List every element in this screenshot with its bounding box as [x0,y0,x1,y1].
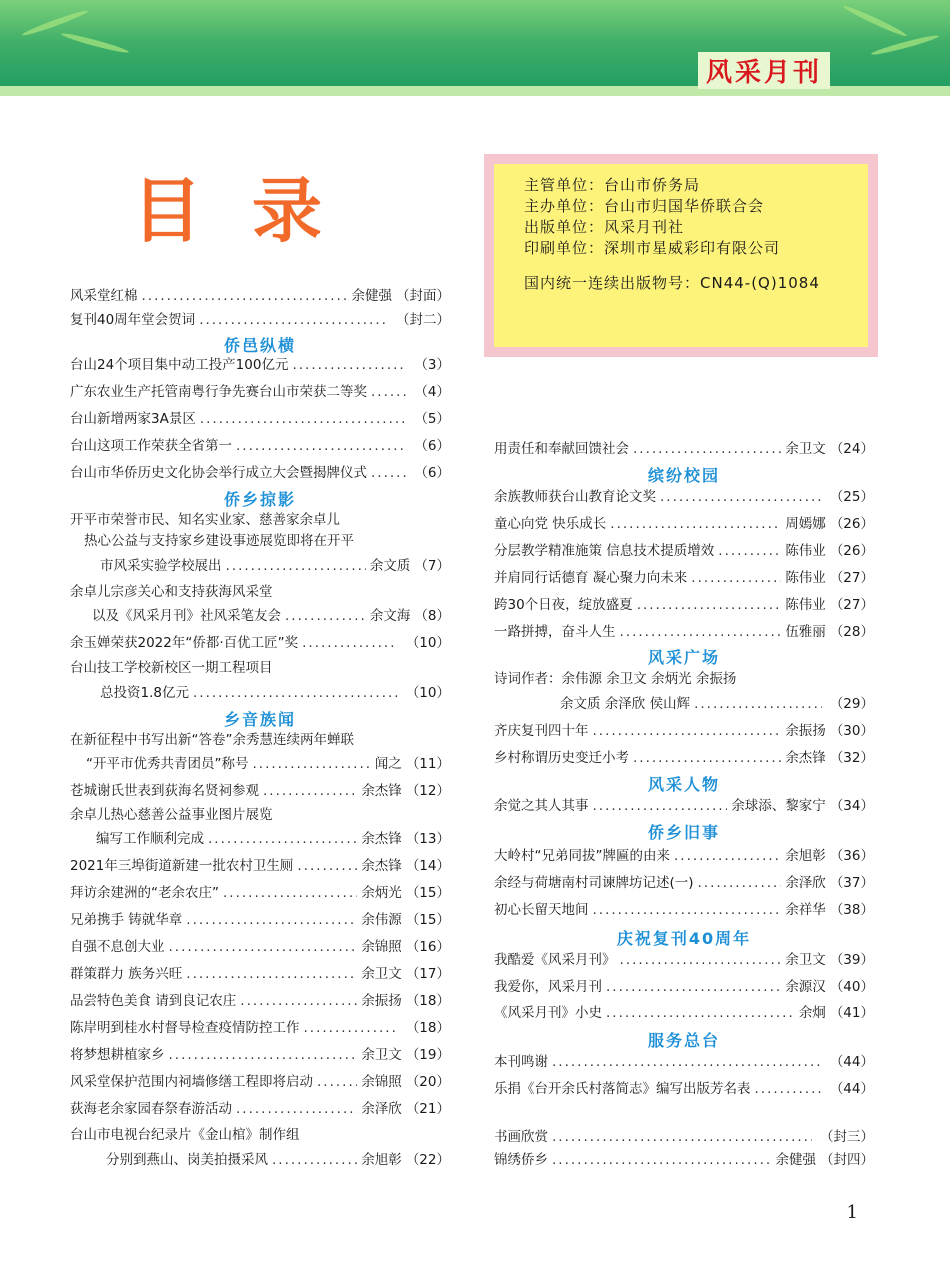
leader-dots [694,695,822,713]
entry-title: 品尝特色美食 请到良记农庄 [70,993,237,1009]
entry-title: 用责任和奉献回馈社会 [494,441,629,457]
toc-entry[interactable] [70,1019,450,1037]
entry-title: 分别到燕山、岗美拍摄采风 [106,1152,268,1168]
entry-author: 周嫣娜 [785,516,826,532]
entry-line: 诗词作者：余伟源 余卫文 余炳光 余振扬 [494,671,737,687]
leader-dots [718,542,781,560]
entry-page: （封面） [396,288,450,304]
leader-dots [302,634,398,652]
entry-title: 余文质 余泽欣 侯山辉 [560,696,691,712]
entry-title: 分层教学精准施策 信息技术提质增效 [494,543,715,559]
entry-page: （17） [405,966,450,982]
entry-line: 余卓儿热心慈善公益事业图片展览 [70,807,273,823]
entry-page: （39） [829,952,874,968]
toc-entry[interactable] [494,596,874,614]
bamboo-leaf-decoration [60,31,129,55]
toc-entry[interactable] [494,797,874,815]
leader-dots [292,356,406,374]
section-heading: 侨乡旧事 [647,823,720,842]
publisher-info-inner [494,164,868,347]
leader-dots [637,596,782,614]
entry-page: （14） [405,858,450,874]
leader-dots [272,1151,357,1169]
leader-dots [285,607,366,625]
entry-page: （21） [405,1101,450,1117]
entry-author: 余卫文 [361,966,402,982]
entry-page: （19） [405,1047,450,1063]
toc-entry[interactable] [70,1100,450,1118]
entry-title: 余觉之其人其事 [494,798,589,814]
leader-dots [199,311,388,329]
toc-entry[interactable] [494,874,874,892]
entry-title: 风采堂保护范围内祠墙修缮工程即将启动 [70,1074,313,1090]
entry-page: （27） [829,597,874,613]
entry-title: 编写工作顺利完成 [96,831,204,847]
toc-entry[interactable] [70,383,450,401]
entry-page: （32） [829,750,874,766]
toc-entry[interactable] [70,311,450,329]
leader-dots [552,1053,822,1071]
toc-entry[interactable] [106,1151,450,1169]
entry-page: （6） [414,465,450,481]
entry-title: 复刊40周年堂会贺词 [70,312,196,328]
magazine-title: 风采月刊 [698,52,830,89]
entry-page: （26） [829,516,874,532]
toc-entry[interactable] [70,857,450,875]
entry-page: （29） [829,696,874,712]
entry-author: 陈伟业 [785,543,826,559]
toc-entry[interactable] [494,847,874,865]
section-heading: 服务总台 [647,1031,720,1050]
entry-page: （37） [829,875,874,891]
bamboo-leaf-decoration [870,33,939,57]
entry-author: 余文海 [369,608,411,624]
toc-entry[interactable] [494,1053,874,1071]
leader-dots [142,287,348,305]
entry-page: （10） [405,685,450,701]
entry-title: 荻海老余家园春祭春游活动 [70,1101,232,1117]
leader-dots [169,1046,358,1064]
entry-title: 总投资1.8亿元 [100,685,189,701]
toc-entry[interactable] [494,1151,874,1169]
entry-author: 余伟源 [361,912,402,928]
toc-entry[interactable] [100,684,450,702]
section-heading: 侨乡掠影 [223,490,296,509]
entry-title: 台山这项工作荣获全省第一 [70,438,232,454]
leader-dots [698,874,782,892]
leader-dots [755,1080,822,1098]
entry-title: 陈岸明到桂水村督导检查疫情防控工作 [70,1020,300,1036]
toc-entry[interactable] [494,1128,874,1146]
toc-entry[interactable] [494,749,874,767]
entry-author: 余炳光 [361,885,402,901]
toc-entry[interactable] [494,569,874,587]
entry-page: （封三） [820,1129,874,1145]
entry-title: 童心向党 快乐成长 [494,516,607,532]
entry-page: （10） [405,635,450,651]
entry-title: 一路拼搏，奋斗人生 [494,624,616,640]
toc-entry[interactable] [70,356,450,374]
entry-page: （24） [829,441,874,457]
info-line-printer: 印刷单位：深圳市星威彩印有限公司 [524,239,781,257]
entry-page: （13） [405,831,450,847]
entry-author: 余旭彰 [361,1152,402,1168]
section-heading: 乡音族闻 [223,710,296,729]
leader-dots [633,440,781,458]
entry-page: （封四） [820,1152,874,1168]
entry-author: 余泽欣 [361,1101,402,1117]
entry-title: 我酷爱《风采月刊》 [494,952,616,968]
entry-title: 苍城谢氏世表到荻海名贤祠参观 [70,783,259,799]
entry-line: 台山技工学校新校区一期工程项目 [70,660,273,676]
leader-dots [610,515,781,533]
entry-title: 本刊鸣谢 [494,1054,548,1070]
entry-author: 余健强 [351,288,392,304]
entry-page: （44） [829,1081,874,1097]
toc-entry[interactable] [92,607,450,625]
entry-page: （8） [414,608,450,624]
toc-entry[interactable] [100,557,450,575]
entry-page: （16） [405,939,450,955]
entry-page: （22） [405,1152,450,1168]
section-heading: 风采人物 [647,775,720,794]
entry-title: 初心长留天地间 [494,902,589,918]
entry-author: 余泽欣 [785,875,826,891]
info-line-sponsor: 主办单位：台山市归国华侨联合会 [524,197,765,215]
leader-dots [193,684,398,702]
toc-entry[interactable] [70,437,450,455]
toc-entry[interactable] [494,901,874,919]
entry-page: （3） [414,357,450,373]
leader-dots [371,383,406,401]
entry-title: 余经与荷塘南村司谏牌坊记述(一) [494,875,694,891]
entry-line: 在新征程中书写出新“答卷”余秀慧连续两年蝉联 [70,732,354,748]
entry-page: （4） [414,384,450,400]
entry-title: 余族教师获台山教育论文奖 [494,489,656,505]
entry-title: 我爱你，风采月刊 [494,979,602,995]
leader-dots [691,569,781,587]
entry-title: 兄弟携手 铸就华章 [70,912,183,928]
entry-title: 大岭村“兄弟同拔”牌匾的由来 [494,848,670,864]
leader-dots [606,978,781,996]
bamboo-leaf-decoration [21,8,89,38]
toc-entry[interactable] [494,542,874,560]
entry-author: 余卫文 [785,441,826,457]
toc-entry[interactable] [494,978,874,996]
entry-title: 台山市华侨历史文化协会举行成立大会暨揭牌仪式 [70,465,367,481]
entry-page: （41） [829,1005,874,1021]
leader-dots [263,782,357,800]
toc-entry[interactable] [70,782,450,800]
entry-title: 跨30个日夜，绽放盛夏 [494,597,633,613]
entry-line: 开平市荣誉市民、知名实业家、慈善家余卓儿 [70,512,340,528]
toc-entry[interactable] [70,464,450,482]
entry-page: （25） [829,489,874,505]
entry-line: 余卓儿宗彦关心和支持荻海风采堂 [70,584,273,600]
leader-dots [186,965,357,983]
toc-entry[interactable] [70,1046,450,1064]
leader-dots [200,410,407,428]
leader-dots [186,911,357,929]
toc-entry[interactable] [494,515,874,533]
entry-page: （18） [405,1020,450,1036]
entry-page: （15） [405,885,450,901]
leader-dots [223,884,357,902]
entry-author: 余杰锋 [361,858,402,874]
toc-entry[interactable] [70,410,450,428]
entry-author: 余炯 [798,1005,826,1021]
leader-dots [620,951,782,969]
entry-author: 余杰锋 [361,831,402,847]
page-number: 1 [846,1202,858,1223]
entry-author: 陈伟业 [785,570,826,586]
entry-page: （30） [829,723,874,739]
leader-dots [674,847,781,865]
entry-title: 余玉婵荣获2022年“侨都·百优工匠”奖 [70,635,299,651]
entry-title: 以及《风采月刊》社风采笔友会 [92,608,281,624]
entry-title: 台山24个项目集中动工投产100亿元 [70,357,289,373]
leader-dots [552,1128,812,1146]
toc-entry[interactable] [70,992,450,1010]
entry-author: 余文质 [369,558,411,574]
entry-page: （34） [829,798,874,814]
entry-title: 市风采实验学校展出 [100,558,222,574]
entry-title: 锦绣侨乡 [494,1152,548,1168]
toc-entry[interactable] [494,488,874,506]
entry-author: 伍雅丽 [785,624,826,640]
toc-entry[interactable] [560,695,874,713]
entry-author: 余杰锋 [785,750,826,766]
entry-page: （18） [405,993,450,1009]
section-heading: 缤纷校园 [647,466,720,485]
toc-entry[interactable] [494,1004,874,1022]
entry-author: 余源汉 [785,979,826,995]
leader-dots [633,749,781,767]
toc-entry[interactable] [70,884,450,902]
info-line-supervisor: 主管单位：台山市侨务局 [524,176,701,194]
entry-page: （15） [405,912,450,928]
entry-line: 热心公益与支持家乡建设事迹展览即将在开平 [84,533,354,549]
entry-title: 风采堂红棉 [70,288,138,304]
entry-title: 乐捐《台开余氏村落简志》编写出版芳名表 [494,1081,751,1097]
entry-title: 乡村称谓历史变迁小考 [494,750,629,766]
leader-dots [606,1004,795,1022]
entry-page: （11） [405,756,450,772]
toc-entry[interactable] [494,623,874,641]
entry-title: 书画欣赏 [494,1129,548,1145]
entry-author: 余旭彰 [785,848,826,864]
entry-author: 陈伟业 [785,597,826,613]
entry-author: 余锦照 [361,1074,402,1090]
toc-entry[interactable] [494,440,874,458]
entry-title: 《风采月刊》小史 [494,1005,602,1021]
entry-title: 广东农业生产托管南粤行争先赛台山市荣获二等奖 [70,384,367,400]
page-title: 目录 [132,170,372,252]
entry-author: 余卫文 [785,952,826,968]
toc-entry[interactable] [86,755,450,773]
leader-dots [240,992,357,1010]
leader-dots [552,1151,772,1169]
entry-page: （5） [414,411,450,427]
toc-entry[interactable] [70,911,450,929]
entry-title: 将梦想耕植家乡 [70,1047,165,1063]
entry-author: 余卫文 [361,1047,402,1063]
info-line-publisher: 出版单位：风采月刊社 [524,218,685,236]
toc-entry[interactable] [494,951,874,969]
entry-author: 闻之 [374,756,402,772]
leader-dots [593,901,782,919]
entry-title: 群策群力 族务兴旺 [70,966,183,982]
entry-page: （26） [829,543,874,559]
entry-title: 拜访余建洲的“老余农庄” [70,885,219,901]
leader-dots [226,557,366,575]
leader-dots [620,623,782,641]
section-heading: 侨邑纵横 [223,336,296,355]
leader-dots [317,1073,357,1091]
leader-dots [660,488,822,506]
entry-title: 齐庆复刊四十年 [494,723,589,739]
entry-page: （28） [829,624,874,640]
entry-page: （27） [829,570,874,586]
toc-entry[interactable] [70,938,450,956]
toc-entry[interactable] [494,1080,874,1098]
leader-dots [593,722,782,740]
info-line-serial: 国内统一连续出版物号：CN44-(Q)1084 [524,274,820,292]
entry-page: （7） [414,558,450,574]
entry-author: 余振扬 [785,723,826,739]
entry-title: “开平市优秀共青团员”称号 [86,756,249,772]
leader-dots [208,830,357,848]
entry-page: （38） [829,902,874,918]
entry-author: 余祥华 [785,902,826,918]
bamboo-leaf-decoration [842,3,908,38]
leader-dots [297,857,357,875]
entry-author: 余健强 [775,1152,816,1168]
leader-dots [253,755,371,773]
entry-page: （12） [405,783,450,799]
entry-page: （20） [405,1074,450,1090]
entry-page: （40） [829,979,874,995]
entry-title: 并肩同行话德育 凝心聚力向未来 [494,570,688,586]
entry-line: 台山市电视台纪录片《金山棺》制作组 [70,1127,300,1143]
entry-title: 2021年三埠街道新建一批农村卫生厕 [70,858,294,874]
section-heading: 风采广场 [647,648,720,667]
toc-entry[interactable] [70,965,450,983]
entry-author: 余杰锋 [361,783,402,799]
leader-dots [371,464,406,482]
entry-author: 余球添、黎家宁 [731,798,826,814]
toc-entry[interactable] [494,722,874,740]
toc-entry[interactable] [96,830,450,848]
entry-page: （封二） [396,312,450,328]
leader-dots [593,797,728,815]
entry-page: （44） [829,1054,874,1070]
publisher-info-box [484,154,878,357]
entry-author: 余锦照 [361,939,402,955]
leader-dots [236,1100,357,1118]
section-heading: 庆祝复刊40周年 [616,929,752,948]
toc-entry[interactable] [70,287,450,305]
toc-entry[interactable] [70,1073,450,1091]
leader-dots [169,938,358,956]
entry-title: 台山新增两家3A景区 [70,411,196,427]
entry-page: （36） [829,848,874,864]
entry-title: 自强不息创大业 [70,939,165,955]
entry-page: （6） [414,438,450,454]
leader-dots [304,1019,398,1037]
toc-entry[interactable] [70,634,450,652]
entry-author: 余振扬 [361,993,402,1009]
leader-dots [236,437,406,455]
